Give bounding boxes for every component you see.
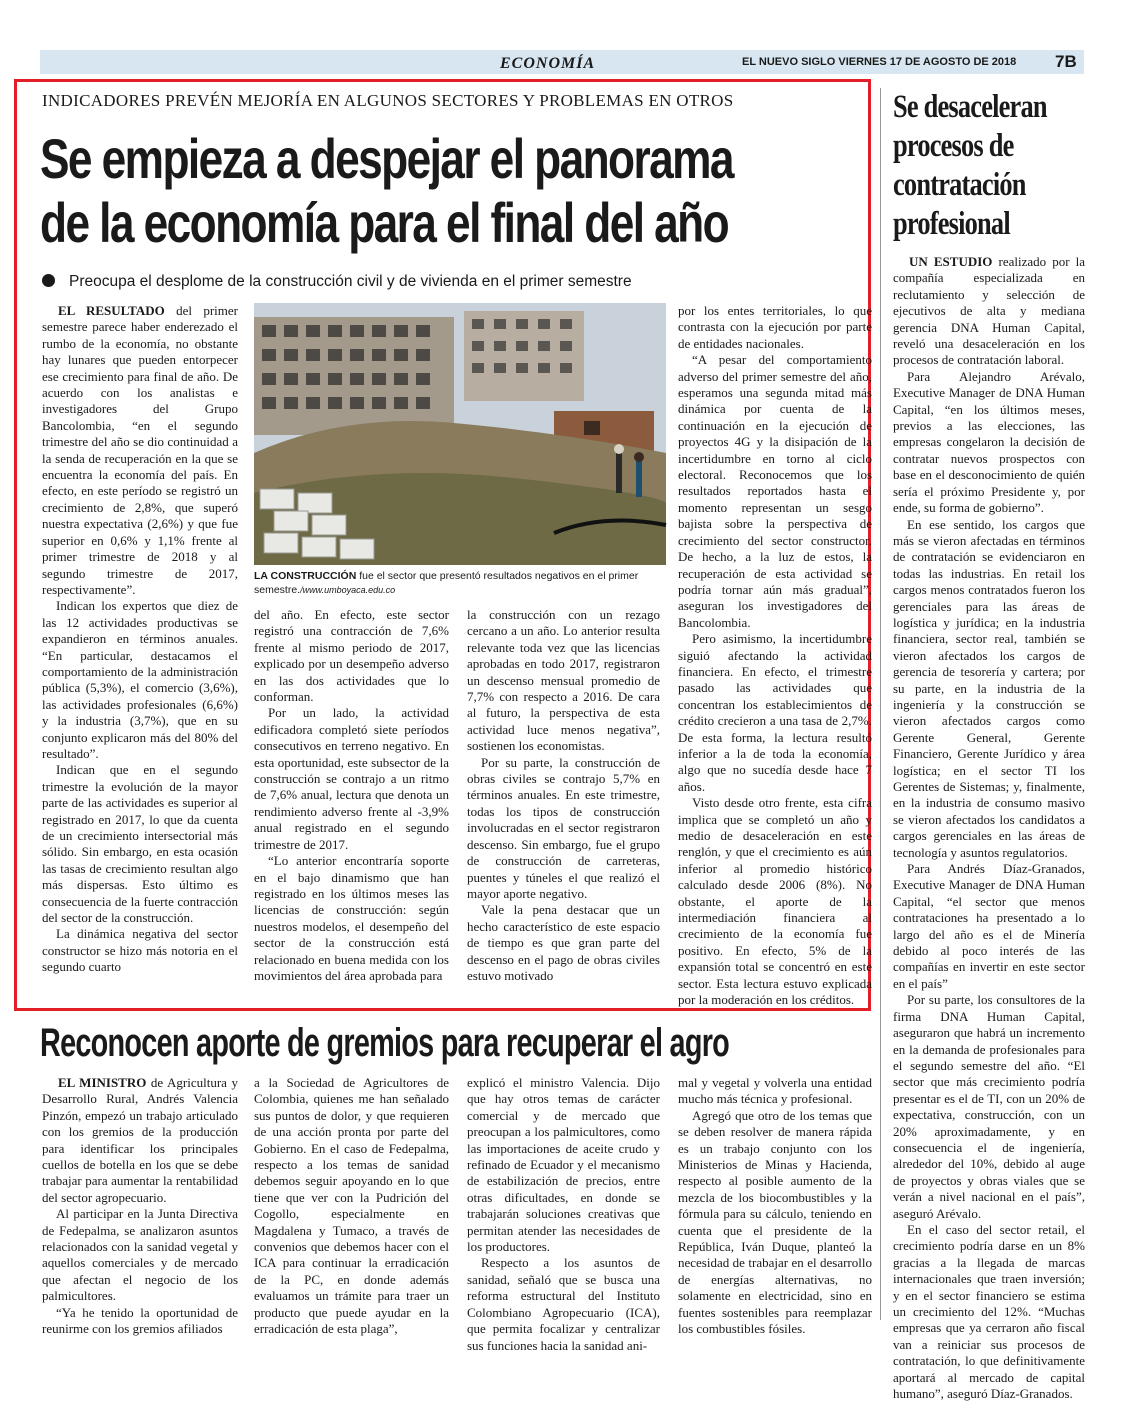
paragraph — [42, 303, 238, 598]
photo-credit: /www.umboyaca.edu.co — [300, 585, 396, 595]
headline-line-1: Se empieza a despejar el panorama — [40, 127, 733, 190]
paragraph: Para Andrés Díaz-Granados, Executive Manager de DNA Human Capital, “el sector que menos contrataciones ha presentado a lo largo del año es el de Minería debido al poco interés de las compañías en invertir en este sector en el país” — [893, 861, 1085, 991]
deck-text: Preocupa el desplome de la construcción civil y de vivienda en el primer semestre — [69, 273, 632, 290]
paragraph: mal y vegetal y volverla una entidad mucho más técnica y profesional. — [678, 1075, 872, 1107]
paragraph: Al participar en la Junta Directiva de Fedepalma, se analizaron asuntos relacionados con la sanidad vegetal y aquellos comerciales y de mercado que afectan el negocio de los palmicultores. — [42, 1206, 238, 1304]
paragraph — [42, 1075, 238, 1206]
column-divider — [880, 88, 881, 1320]
side-article-body — [893, 254, 1086, 1402]
main-headline — [40, 127, 733, 255]
construction-photo-drawing — [254, 303, 666, 565]
headline-line-2: de la economía para el final del año — [40, 191, 729, 254]
agro-column-1 — [42, 1075, 238, 1337]
kicker: INDICADORES PREVÉN MEJORÍA EN ALGUNOS SECTORES Y PROBLEMAS EN OTROS — [42, 91, 734, 110]
paragraph-text: del primer semestre parece haber enderezado el rumbo de la economía, no obstante hay lunares que pueden entorpecer ese crecimiento para final de año. De acuerdo con los analistas e investigadores del Grupo Bancolombia, “en el segundo trimestre del año se dio continuidad a la senda de recuperación en la que se encuentra la economía del país. En efecto, en este período se registró un crecimiento de 2,8%, que superó nuestra expectativa (2,6%) y que fue superior en 0,6% y 1,1% frente al primer trimestre de 2018 y al segundo trimestre de 2017, respectivamente”. — [42, 303, 238, 597]
paragraph: Visto desde otro frente, esta cifra implica que se completó un año y medio de desaceleración en este renglón, y que el crecimiento es aún inferior al promedio histórico calculado desde 2006 (8%). No obstante, el aporte de la intermediación financiera al crecimiento de la economía fue positivo. En efecto, 5% de la expansión total se concentró en este sector. Esta lectura estuvo explicada por la moderación en los créditos. — [678, 795, 872, 1008]
paragraph: Por su parte, los consultores de la firma DNA Human Capital, aseguraron que habrá un incremento en la demanda de profesionales para el segundo semestre del año. “El sector que más crecimiento podría presentar es el de TI, con un 20% de expectativa, construcción, con un 20% aproximadamente, y en consecuencia el de ingeniería, alrededor del 10%, debido al auge de proyectos y obras viales que se verán a nivel nacional en el país”, aseguró Arévalo. — [893, 992, 1085, 1221]
agro-column-2 — [254, 1075, 449, 1337]
side-headline-line: contratación — [893, 167, 1026, 203]
paragraph: la construcción con un rezago cercano a un año. Lo anterior resulta relevante toda vez que las licencias aprobadas en todo 2017, registraron un descenso mensual promedio de 7,7% con respecto a 2016. De cara al futuro, la perspectiva de esta actividad luce menos negativa”, sostienen los economistas. — [467, 607, 660, 754]
lead-word: EL RESULTADO — [58, 303, 165, 318]
paragraph: En el caso del sector retail, el crecimiento podría darse en un 8% gracias a la llegada de marcas internacionales que traen inversión; y en el sector financiero se estima un crecimiento del 12%. “Muchas empresas que ya cerraron año fiscal van a reiniciar sus procesos de contratación, lo que definitivamente aportará al mercado de capital humano”, aseguró Díaz-Granados. — [893, 1221, 1085, 1402]
agro-headline: Reconocen aporte de gremios para recuperar el agro — [40, 1021, 730, 1065]
paragraph: Respecto a los asuntos de sanidad, señaló que se busca una reforma estructural del Instituto Colombiano Agropecuario (ICA), que permita focalizar y centralizar sus funciones hacia la sanidad ani- — [467, 1255, 660, 1353]
photo-caption — [254, 569, 666, 597]
main-column-2 — [254, 607, 449, 1003]
paragraph-text: realizado por la compañía especializada en reclutamiento y selección de ejecutivos de alta y mediana gerencia DNA Human Capital, reveló una desaceleración en los procesos de contratación laboral. — [893, 254, 1086, 368]
main-column-1 — [42, 303, 238, 1003]
paragraph: “A pesar del comportamiento adverso del primer semestre del año, esperamos una segunda mitad más dinámica por cuenta de la continuación en la ejecución de proyectos 4G y la disipación de la incertidumbre en torno al ciclo electoral. Reconocemos que los resultados reportados hasta el momento representan un sesgo bajista sobre la perspectiva de crecimiento del sector constructor. De hecho, a la luz de estos, la recuperación de esta actividad se podría tornar aún más gradual”, aseguran los investigadores del Bancolombia. — [678, 352, 872, 630]
paragraph: Indican los expertos que diez de las 12 actividades productivas se expandieron en términos anuales. “En particular, destacamos el comportamiento de la administración pública (5,3%), el comercio (3,6%), las actividades profesionales (6,6%) y la industria (3,7%), que en su conjunto explicaron más del 80% del resultado”. — [42, 598, 238, 761]
paragraph: Por su parte, la construcción de obras civiles se contrajo 5,7% en términos anuales. En este trimestre, todas los tipos de construcción involucradas en el sector registraron descenso. Sin embargo, fue el grupo de construcción de carreteras, puentes y túneles el que realizó el mayor aporte negativo. — [467, 754, 660, 901]
bullet-icon — [42, 274, 55, 287]
section-name: ECONOMÍA — [500, 55, 596, 72]
paragraph: Pero asimismo, la incertidumbre siguió afectando la actividad financiera. En efecto, el trimestre pasado las actividades que concentran los establecimientos de crédito crecieron a una tasa de 2,7%. De esta forma, la lectura resultó inferior a la de toda la economía, algo que no sucedía desde hace 7 años. — [678, 631, 872, 794]
agro-column-3 — [467, 1075, 660, 1353]
publication-date: EL NUEVO SIGLO VIERNES 17 DE AGOSTO DE 2018 — [742, 56, 1017, 68]
paragraph: explicó el ministro Valencia. Dijo que hay otros temas de carácter comercial y de mercado que preocupan a los palmicultores, como las importaciones de aceite crudo y refinado de Ecuador y el mecanismo de estabilización de precios, entre otras dificultades, en donde se trabajarán soluciones creativas que permitan atender las necesidades de los productores. — [467, 1075, 660, 1255]
paragraph — [893, 254, 1085, 369]
paragraph: del año. En efecto, este sector registró una contracción de 7,6% frente al mismo periodo de 2017, explicado por un desempeño adverso en las dos actividades que lo conforman. — [254, 607, 449, 705]
construction-photo — [254, 303, 666, 565]
lead-word: EL MINISTRO — [58, 1075, 147, 1090]
agro-column-4 — [678, 1075, 872, 1337]
paragraph: Agregó que otro de los temas que se deben resolver de manera rápida es un trabajo conjunto con los Ministerios de Minas y Hacienda, respecto al posible aumento de la mezcla de los biocombustibles y la fórmula para su cálculo, teniendo en cuenta que el presidente de la República, Iván Duque, planteó la necesidad de trabajar en el desarrollo de energías alternativas, no solamente en electricidad, sino en fuentes sostenibles para reemplazar los combustibles fósiles. — [678, 1107, 872, 1337]
paragraph: por los entes territoriales, lo que contrasta con la ejecución por parte de entidades nacionales. — [678, 303, 872, 351]
lead-word: UN ESTUDIO — [909, 254, 993, 269]
paragraph: La dinámica negativa del sector constructor se hizo más notoria en el segundo cuarto — [42, 926, 238, 975]
main-column-4 — [678, 303, 872, 1008]
side-headline — [893, 88, 1053, 244]
main-column-3 — [467, 607, 660, 1003]
caption-lead: LA CONSTRUCCIÓN — [254, 570, 357, 582]
side-headline-line: procesos de — [893, 128, 1014, 164]
paragraph: En ese sentido, los cargos que más se vieron afectadas en términos de contratación se evidenciaron en todas las industrias. En retail los cargos menos contratados fueron los gerenciales para las áreas de logística y jurídica; en la industria financiera, sector real, también se vieron afectados los cargos de gerencia de tesorería y cartera; por su parte, en la industria de la ingeniería y la construcción se vieron afectados cargos como Gerente General, Gerente Financiero, Gerente Jurídico y área logística; en el sector TI los Gerentes de Sistemas; y, finalmente, en la industria de consumo masivo se vieron afectados los candidatos a cargos gerenciales en las áreas de tecnología y asuntos regulatorios. — [893, 516, 1085, 860]
deck — [42, 273, 862, 291]
paragraph: “Ya he tenido la oportunidad de reunirme con los gremios afiliados — [42, 1304, 238, 1337]
paragraph: Vale la pena destacar que un hecho característico de este espacio de tiempo es que gran parte del descenso en el pago de obras civiles estuvo motivado — [467, 902, 660, 983]
side-headline-line: Se desaceleran — [893, 89, 1047, 125]
paragraph: “Lo anterior encontraría soporte en el bajo dinamismo que han registrado en los últimos meses las licencias de construcción: según nuestros modelos, el desempeño del sector de la construcción está relacionado en buena medida con los movimientos del área aprobada para — [254, 853, 449, 983]
paragraph-text: de Agricultura y Desarrollo Rural, Andrés Valencia Pinzón, empezó un trabajo articulado con los gremios de la producción para identificar los principales cuellos de botella en los que se debe trabajar para aumentar la rentabilidad del sector agropecuario. — [42, 1075, 238, 1205]
paragraph: a la Sociedad de Agricultores de Colombia, quienes me han señalado sus puntos de dolor, y que requieren de una acción pronta por parte del Gobierno. En el caso de Fedepalma, respecto a los temas de sanidad debemos seguir apoyando en lo que tiene que ver con la Pudrición del Cogollo, especialmente en Magdalena y Tumaco, a través de convenios que debemos hacer con el ICA para continuar la erradicación de la PC, en donde además evaluamos un trámite para traer un producto que puede ayudar en la erradicación de esta plaga”, — [254, 1075, 449, 1337]
page-number: 7B — [1055, 52, 1077, 71]
paragraph: Indican que en el segundo trimestre la evolución de la mayor parte de las actividades es superior al registrado en 2017, lo que da cuenta de un crecimiento intersectorial más sólido. Sin embargo, en esta ocasión las tasas de crecimiento resultan algo más dispersas. Esto último es consecuencia de la fuerte contracción del sector de la construcción. — [42, 762, 238, 926]
side-headline-line: profesional — [893, 206, 1010, 242]
paragraph: Por un lado, la actividad edificadora completó siete períodos consecutivos en terreno negativo. En esta oportunidad, este subsector de la construcción se contrajo a un ritmo de 7,6% anual, lectura que denota un rendimiento adverso frente al -3,9% anual registrado en el segundo trimestre de 2017. — [254, 705, 449, 852]
caption-text: fue el sector que presentó resultados negativos en el primer semestre. — [254, 570, 639, 596]
paragraph: Para Alejandro Arévalo, Executive Manager de DNA Human Capital, “en los últimos meses, previos a las elecciones, las empresas congelaron la decisión de contratar nuevos prospectos con base en el desconocimiento de quién sería el próximo Presidente y, por ende, su forma de gobierno”. — [893, 368, 1085, 516]
